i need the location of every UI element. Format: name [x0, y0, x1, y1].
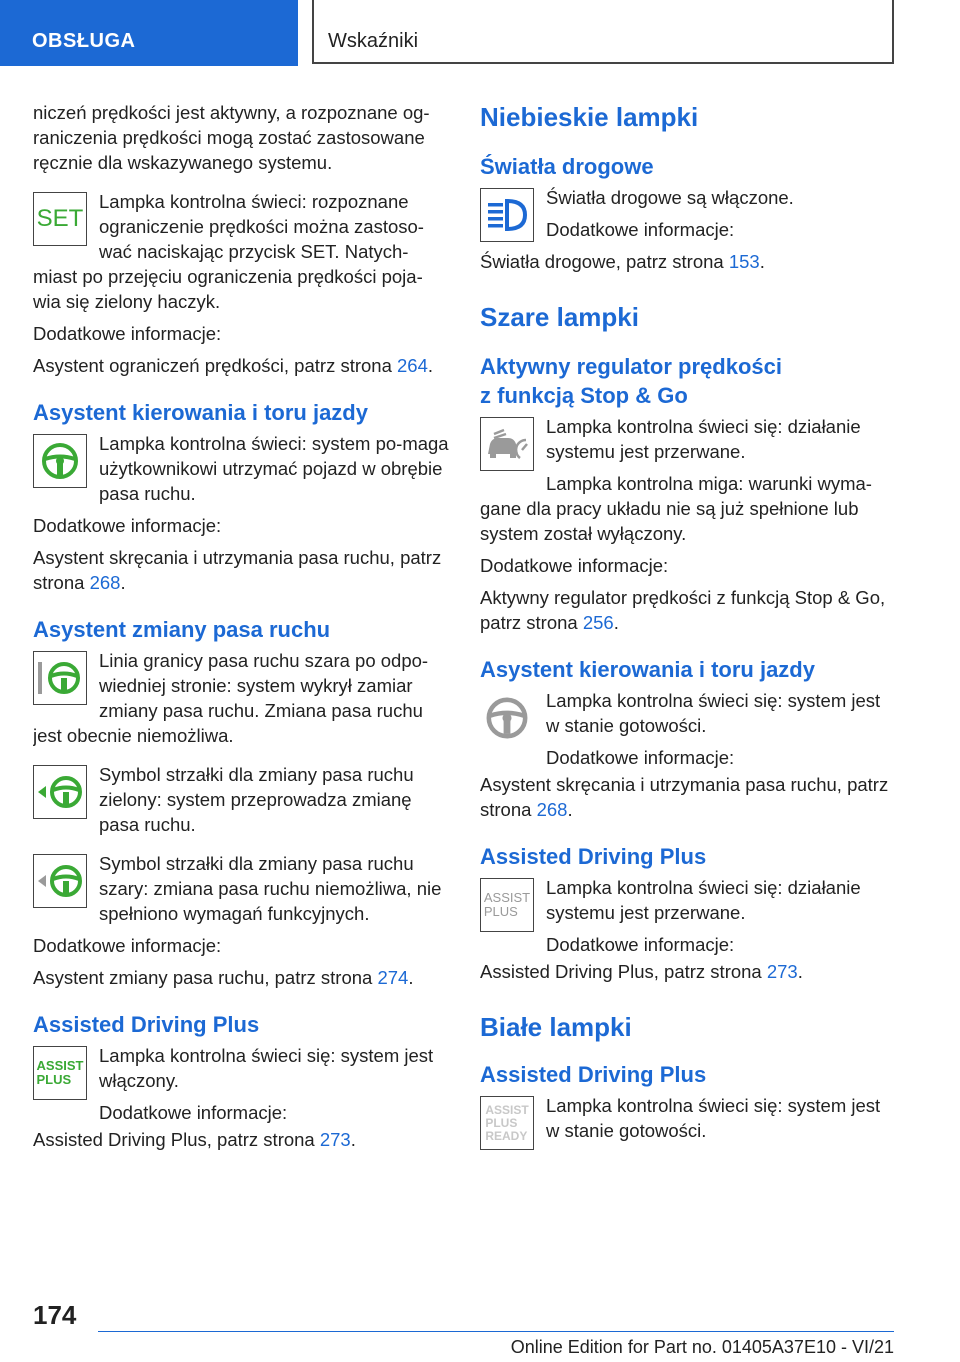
assist-plus-ready-icon: ASSIST PLUS READY	[480, 1096, 534, 1150]
reference: Asystent skręcania i utrzymania pasa ruchu, patrz strona 268.	[33, 547, 442, 593]
heading-assisted-driving-plus-grey: Assisted Driving Plus	[480, 844, 707, 869]
adp-ready-description: Lampka kontrolna świeci się: system jest w stanie gotowości.	[546, 1095, 881, 1141]
lane-description-2: Symbol strzałki dla zmiany pasa ruchu zielony: system przeprowadza zmianę pasa ruchu.	[99, 764, 414, 835]
assist-plus-grey-icon: ASSIST PLUS	[480, 878, 534, 932]
heading-acc-line-2: z funkcją Stop & Go	[480, 383, 688, 408]
steering-grey-block	[480, 688, 896, 770]
page-link[interactable]: 268	[536, 799, 568, 820]
page-link[interactable]: 274	[377, 967, 409, 988]
acc-indicator-block	[480, 414, 896, 546]
high-beam-description: Światła drogowe są włączone.	[546, 187, 794, 208]
footer-divider	[98, 1331, 894, 1332]
page-link[interactable]: 264	[397, 355, 428, 376]
heading-high-beam: Światła drogowe	[480, 154, 654, 179]
heading-white-lamps: Białe lampki	[480, 1012, 632, 1042]
steering-wheel-green-icon	[33, 434, 87, 488]
page-link[interactable]: 273	[766, 961, 798, 982]
high-beam-icon	[480, 188, 534, 242]
chapter-header	[312, 0, 894, 64]
reference: Światła drogowe, patrz strona 153.	[480, 251, 765, 272]
heading-steering-assist-grey: Asystent kierowania i toru jazdy	[480, 657, 815, 682]
acc-description-2: Lampka kontrolna miga: warunki wyma-gane dla pracy układu nie są już spełnione lub system został wyłączony.	[480, 473, 872, 544]
steering-grey-description: Lampka kontrolna świeci się: system jest w stanie gotowości.	[546, 690, 881, 736]
lane-arrow-green-block	[33, 762, 449, 837]
page-link[interactable]: 256	[582, 612, 614, 633]
more-info-label: Dodatkowe informacje:	[33, 323, 222, 344]
heading-grey-lamps: Szare lampki	[480, 302, 639, 332]
adp-ready-block	[480, 1093, 896, 1156]
right-column	[480, 100, 896, 1156]
more-info-label: Dodatkowe informacje:	[546, 219, 735, 240]
adp-grey-description: Lampka kontrolna świeci się: działanie systemu jest przerwane.	[546, 877, 861, 923]
more-info-label: Dodatkowe informacje:	[546, 747, 735, 768]
lane-boundary-grey-icon	[33, 651, 87, 705]
section-title: OBSŁUGA	[32, 30, 136, 52]
page-link[interactable]: 273	[319, 1129, 351, 1150]
steering-indicator-block	[33, 431, 449, 506]
more-info-label: Dodatkowe informacje:	[33, 515, 222, 536]
reference: Aktywny regulator prędkości z funkcją Stop & Go, patrz strona 256.	[480, 587, 886, 633]
set-indicator-block	[33, 189, 449, 314]
lane-boundary-block	[33, 648, 449, 748]
acc-description-1: Lampka kontrolna świeci się: działanie systemu jest przerwane.	[546, 416, 861, 462]
set-description: Lampka kontrolna świeci: rozpoznane ograniczenie prędkości można zastoso-wać naciskając przycisk SET. Natych-miast po przejęciu ograniczenia prędkości poja-wia się zielony haczyk.	[33, 191, 424, 312]
lane-change-arrow-green-icon	[33, 765, 87, 819]
heading-assisted-driving-plus-white: Assisted Driving Plus	[480, 1062, 707, 1087]
cruise-control-grey-icon	[480, 417, 534, 471]
adp-indicator-block	[33, 1043, 449, 1125]
heading-blue-lamps: Niebieskie lampki	[480, 102, 699, 132]
lane-description-1: Linia granicy pasa ruchu szara po odpo-wiedniej stronie: system wykrył zamiar zmiany pasa ruchu. Zmiana pasa ruchu jest obecnie niemożliwa.	[33, 650, 429, 746]
reference: Assisted Driving Plus, patrz strona 273.	[480, 961, 803, 982]
heading-steering-assist: Asystent kierowania i toru jazdy	[33, 400, 368, 425]
section-tab	[0, 0, 298, 66]
reference: Asystent ograniczeń prędkości, patrz strona 264.	[33, 355, 434, 376]
adp-grey-block	[480, 875, 896, 957]
more-info-label: Dodatkowe informacje:	[480, 555, 669, 576]
chapter-title: Wskaźniki	[328, 30, 419, 52]
heading-assisted-driving-plus: Assisted Driving Plus	[33, 1012, 260, 1037]
edition-info: Online Edition for Part no. 01405A37E10 - VI/21	[510, 1337, 894, 1357]
high-beam-block	[480, 185, 896, 274]
reference: Assisted Driving Plus, patrz strona 273.	[33, 1129, 356, 1150]
lane-arrow-grey-block	[33, 851, 449, 926]
adp-description: Lampka kontrolna świeci się: system jest włączony.	[99, 1045, 434, 1091]
heading-acc-line-1: Aktywny regulator prędkości	[480, 354, 782, 379]
more-info-label: Dodatkowe informacje:	[99, 1102, 288, 1123]
reference: Asystent skręcania i utrzymania pasa ruchu, patrz strona 268.	[480, 774, 889, 820]
intro-paragraph: niczeń prędkości jest aktywny, a rozpoznane og-raniczenia prędkości mogą zostać zastosowane ręcznie dla wskazywanego systemu.	[33, 102, 430, 173]
page-number: 174	[33, 1300, 77, 1330]
page-link[interactable]: 268	[89, 572, 121, 593]
steering-description: Lampka kontrolna świeci: system po-maga użytkownikowi utrzymać pojazd w obrębie pasa ruchu.	[99, 433, 449, 504]
steering-wheel-grey-icon	[480, 691, 534, 745]
more-info-label: Dodatkowe informacje:	[33, 935, 222, 956]
reference: Asystent zmiany pasa ruchu, patrz strona 274.	[33, 967, 414, 988]
lane-description-3: Symbol strzałki dla zmiany pasa ruchu szary: zmiana pasa ruchu niemożliwa, nie spełniono wymagań funkcyjnych.	[99, 853, 442, 924]
left-column	[33, 100, 449, 1152]
lane-change-arrow-grey-icon	[33, 854, 87, 908]
set-icon: SET	[33, 192, 87, 246]
more-info-label: Dodatkowe informacje:	[546, 934, 735, 955]
assist-plus-green-icon: ASSIST PLUS	[33, 1046, 87, 1100]
page-link[interactable]: 153	[728, 251, 760, 272]
heading-lane-change: Asystent zmiany pasa ruchu	[33, 617, 331, 642]
